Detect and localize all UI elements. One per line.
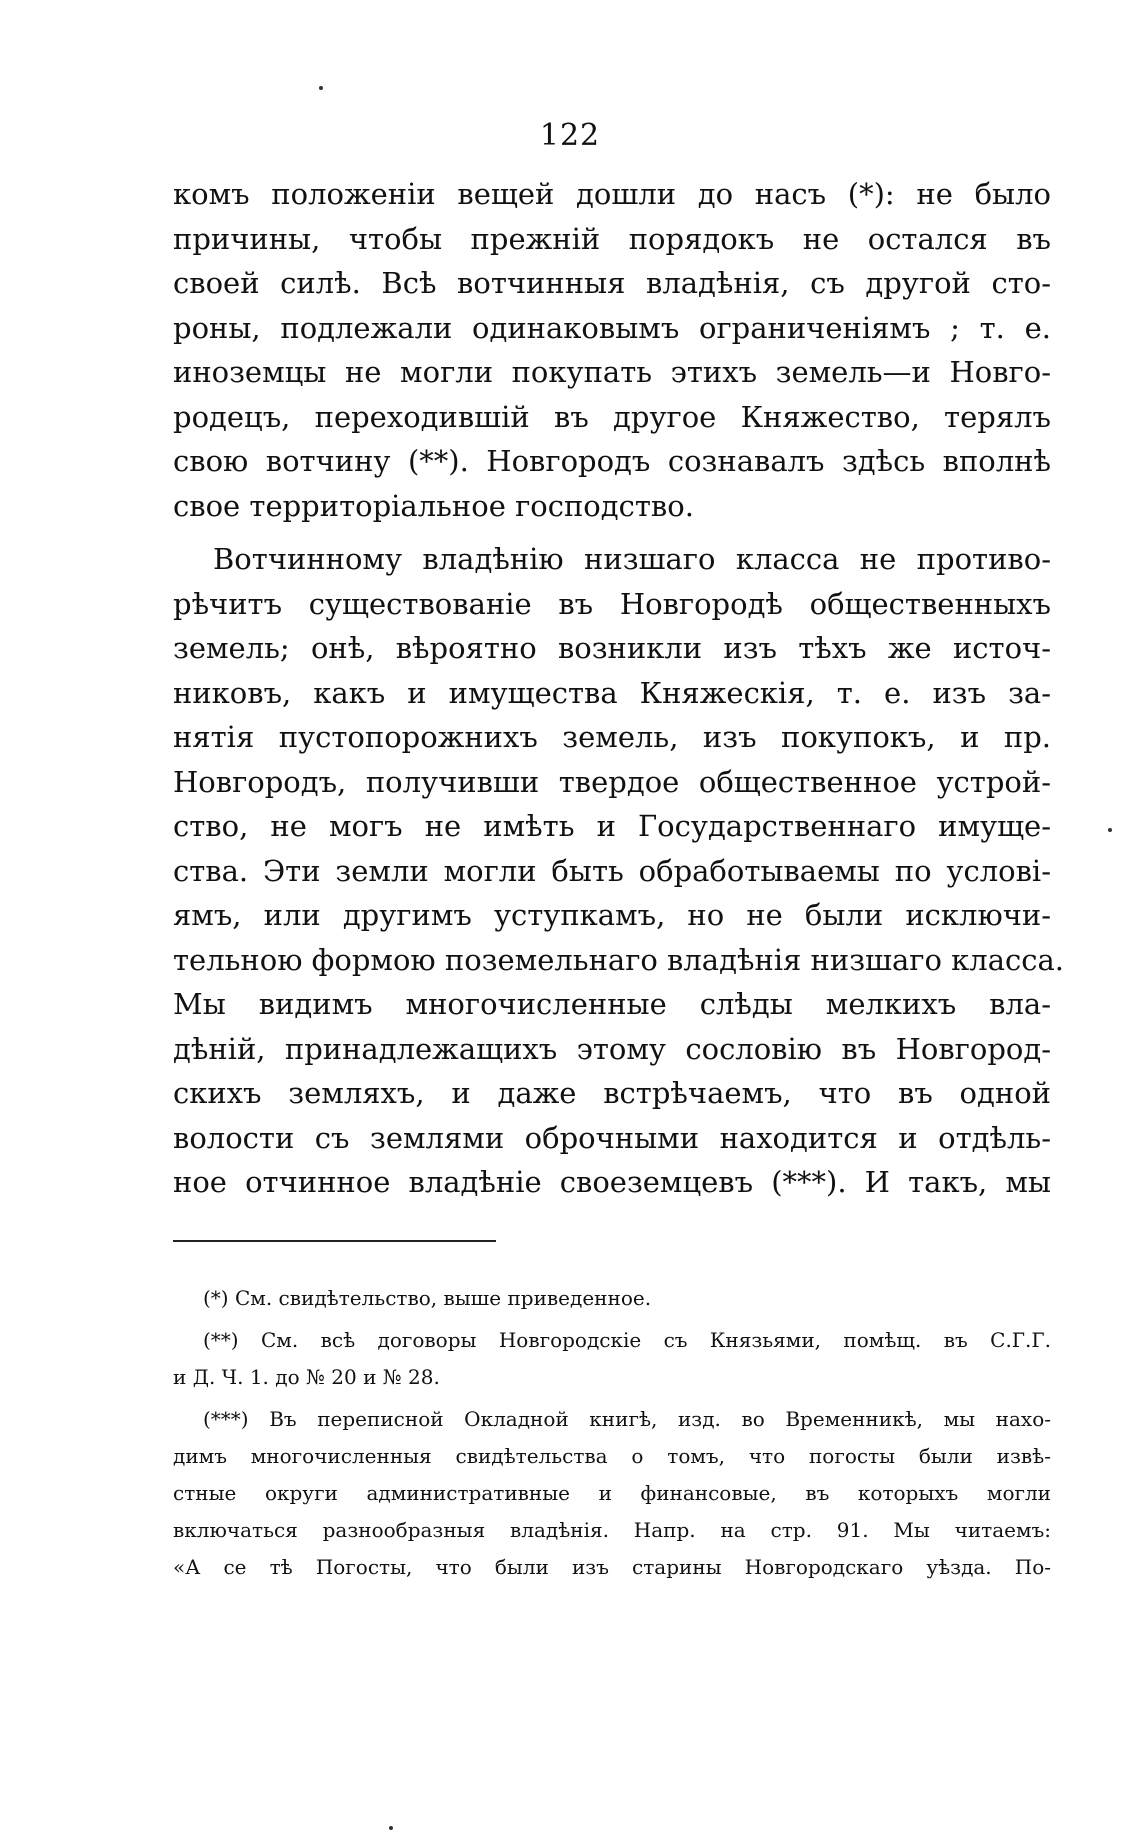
text-line: скихъ земляхъ, и даже встрѣчаемъ, что въ одной	[173, 1076, 1051, 1110]
footnote-line: (***) Въ переписной Окладной книгѣ, изд. во Временникѣ, мы нахо-	[203, 1407, 1051, 1431]
text-line: никовъ, какъ и имущества Княжескія, т. е. изъ за-	[173, 675, 1051, 710]
footnote-line: стные округи административные и финансовые, въ которыхъ могли	[173, 1481, 1051, 1505]
text-line: свое территоріальное господство.	[173, 488, 694, 523]
paragraph-1	[173, 172, 1051, 528]
footnote-line: и Д. Ч. 1. до № 20 и № 28.	[173, 1365, 440, 1389]
text-line: Вотчинному владѣнію низшаго класса не противо-	[213, 542, 1051, 576]
footnote-divider	[173, 1240, 496, 1242]
footnote-line: (*) См. свидѣтельство, выше приведенное.	[203, 1286, 652, 1310]
text-line: своей силѣ. Всѣ вотчинныя владѣнія, съ другой сто-	[173, 266, 1051, 300]
footnote-line: (**) См. всѣ договоры Новгородскіе съ Князьями, помѣщ. въ С.Г.Г.	[203, 1328, 1051, 1352]
text-line: комъ положеніи вещей дошли до насъ (*): не было	[173, 177, 1051, 211]
text-line: Новгородъ, получивши твердое общественное устрой-	[173, 764, 1051, 799]
footnotes	[173, 1280, 1051, 1591]
footnote-line: включаться разнообразныя владѣнія. Напр. на стр. 91. Мы читаемъ:	[173, 1518, 1051, 1542]
page-number: 122	[539, 118, 601, 153]
footnote-1	[173, 1280, 1051, 1317]
text-line: родецъ, переходившій въ другое Княжество, терялъ	[173, 399, 1051, 434]
print-speck	[319, 86, 323, 90]
text-line: дѣній, принадлежащихъ этому сословію въ Новгород-	[173, 1031, 1051, 1066]
text-line: рѣчитъ существованіе въ Новгородѣ общественныхъ	[173, 586, 1051, 621]
text-line: нятія пустопорожнихъ земель, изъ покупокъ, и пр.	[173, 720, 1051, 754]
text-line: земель; онѣ, вѣроятно возникли изъ тѣхъ же источ-	[173, 631, 1051, 665]
print-speck	[1108, 828, 1112, 832]
text-line: причины, чтобы прежній порядокъ не остался въ	[173, 221, 1051, 256]
text-line: иноземцы не могли покупать этихъ земель—и Новго-	[173, 355, 1051, 389]
footnote-line: димъ многочисленныя свидѣтельства о томъ, что погосты были извѣ-	[173, 1444, 1051, 1468]
text-line: ства. Эти земли могли быть обработываемы по услові-	[173, 853, 1051, 888]
print-speck	[389, 1826, 393, 1830]
footnote-line: «А се тѣ Погосты, что были изъ старины Новгородскаго уѣзда. По-	[173, 1555, 1051, 1579]
footnote-2	[173, 1322, 1051, 1396]
text-line: тельною формою поземельнаго владѣнія низшаго класса.	[173, 942, 1064, 977]
text-line: ство, не могъ не имѣть и Государственнаго имуще-	[173, 809, 1051, 843]
paragraph-2	[173, 537, 1064, 1205]
text-line: Мы видимъ многочисленные слѣды мелкихъ вла-	[173, 987, 1051, 1021]
text-line: ямъ, или другимъ уступкамъ, но не были исключи-	[173, 898, 1051, 932]
text-line: свою вотчину (**). Новгородъ сознавалъ здѣсь вполнѣ	[173, 444, 1051, 478]
text-line: роны, подлежали одинаковымъ ограниченіямъ ; т. е.	[173, 310, 1051, 345]
text-line: ное отчинное владѣніе своеземцевъ (***). И такъ, мы	[173, 1165, 1051, 1199]
footnote-3	[173, 1401, 1051, 1586]
text-line: волости съ землями оброчными находится и отдѣль-	[173, 1120, 1051, 1155]
